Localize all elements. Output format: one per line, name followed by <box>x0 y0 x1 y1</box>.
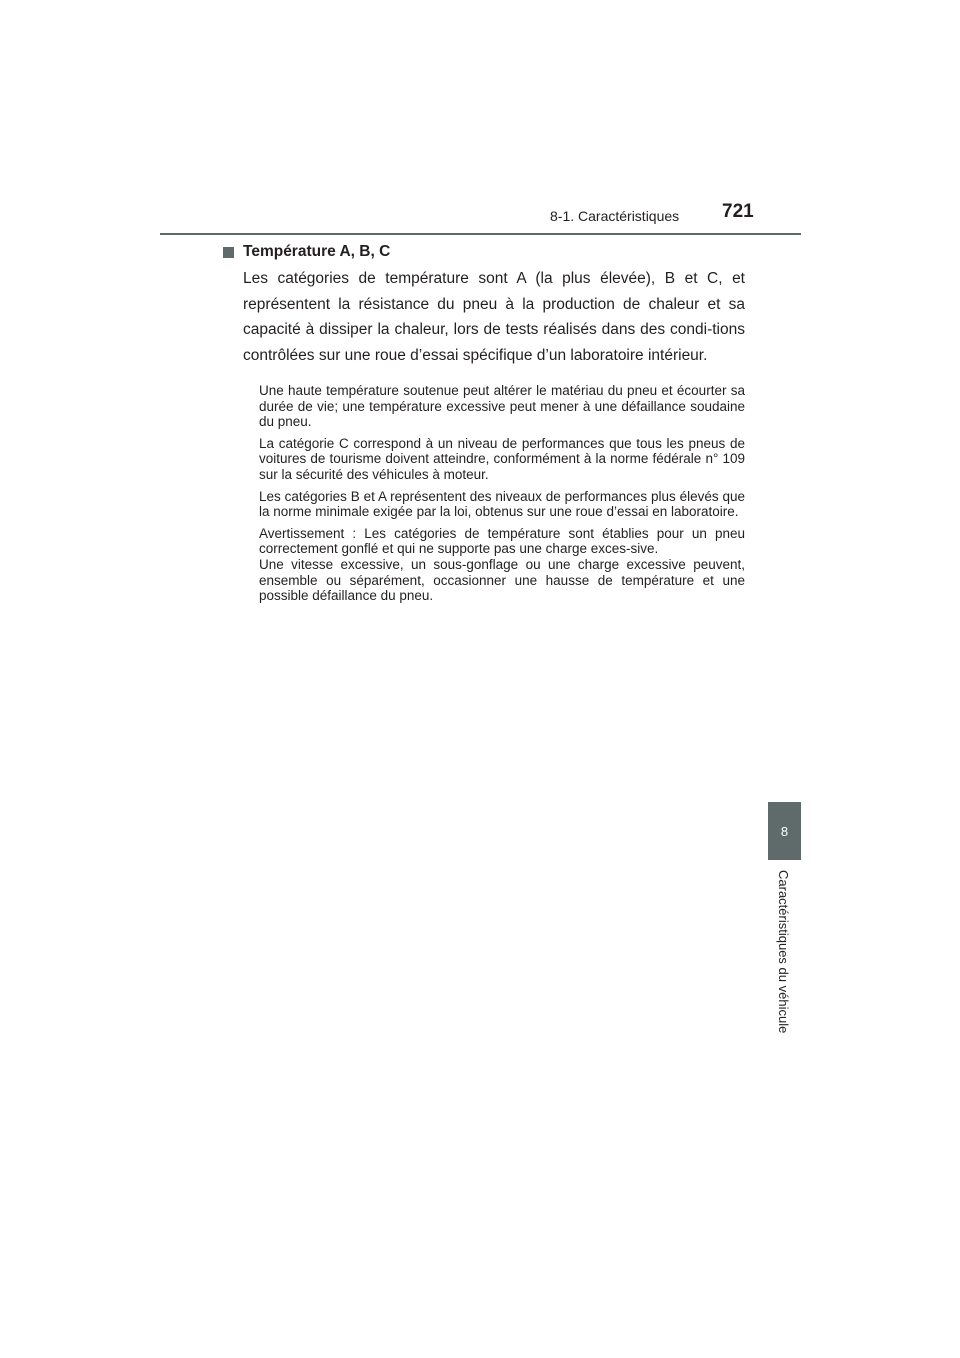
note-paragraph: Une vitesse excessive, un sous-gonflage ou une charge excessive peuvent, ensemble ou séparément, occasionner une hausse de température et une possible défaillance du pneu. <box>259 556 745 604</box>
header-section-title: 8-1. Caractéristiques <box>550 208 680 224</box>
note-paragraph: La catégorie C correspond à un niveau de performances que tous les pneus de voitures de tourisme doivent atteindre, conformément à la norme fédérale n° 109 sur la sécurité des véhicules à moteur. <box>259 435 745 482</box>
header-divider <box>160 233 801 235</box>
chapter-side-label <box>768 870 801 1060</box>
square-bullet-icon <box>223 247 234 258</box>
chapter-tab <box>768 802 801 860</box>
chapter-tab-number: 8 <box>780 823 789 839</box>
section-title: Température A, B, C <box>243 243 391 260</box>
section-heading <box>223 243 390 261</box>
notes-block <box>259 383 745 604</box>
chapter-side-label-text: Caractéristiques du véhicule <box>776 870 791 1034</box>
page-number: 721 <box>722 201 754 222</box>
note-paragraph: Avertissement : Les catégories de température sont établies pour un pneu correctement gonflé et qui ne supporte pas une charge exces-sive. <box>259 525 745 557</box>
note-paragraph: Les catégories B et A représentent des niveaux de performances plus élevés que la norme minimale exigée par la loi, obtenus sur une roue d’essai en laboratoire. <box>259 488 745 520</box>
section-intro-paragraph: Les catégories de température sont A (la plus élevée), B et C, et représentent la résistance du pneu à la production de chaleur et sa capacité à dissiper la chaleur, lors de tests réalisés dans des condi-tions contrôlées sur une roue d’essai spécifique d’un laboratoire intérieur. <box>243 270 745 364</box>
note-paragraph: Une haute température soutenue peut altérer le matériau du pneu et écourter sa durée de vie; une température excessive peut mener à une défaillance soudaine du pneu. <box>259 383 745 430</box>
